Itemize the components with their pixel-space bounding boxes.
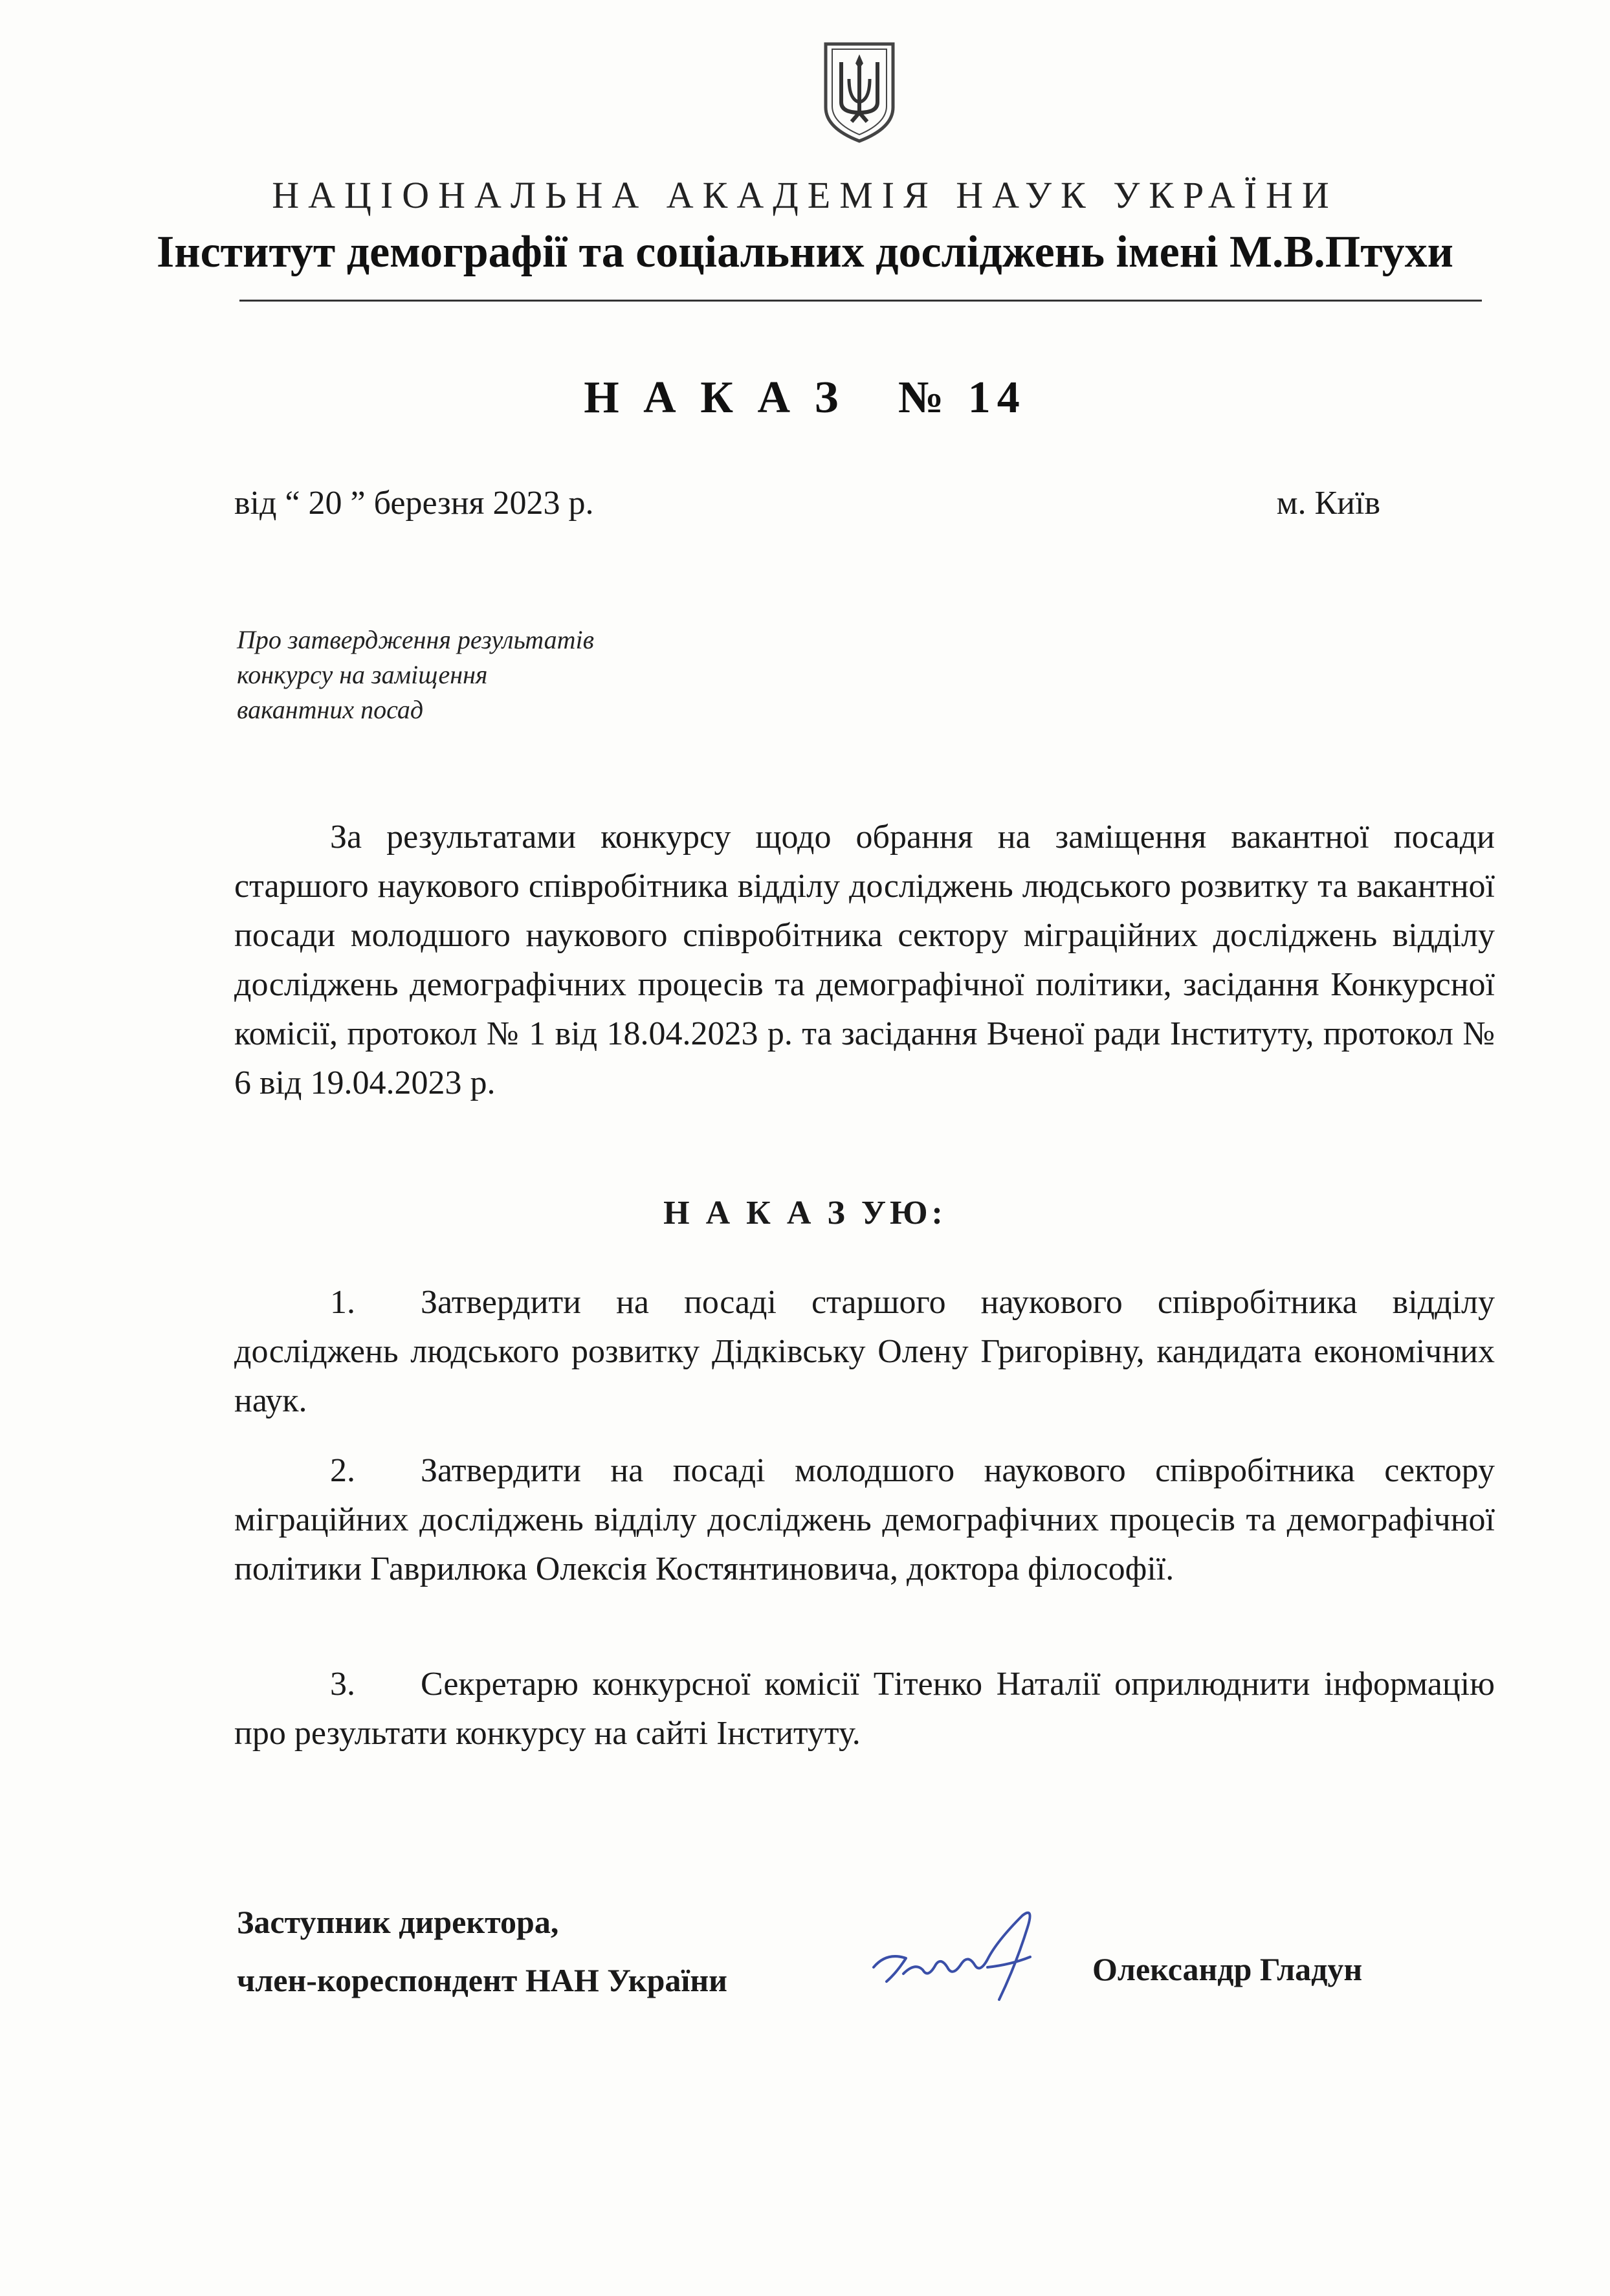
item-number: 1.	[330, 1284, 355, 1321]
handwritten-signature-icon	[861, 1903, 1068, 2013]
item-number: 3.	[330, 1666, 355, 1703]
item-text: Затвердити на посаді молодшого наукового співробітника сектору міграційних досліджень відділу досліджень демографічних процесів та демографічної політики Гаврилюка Олексія Костянтиновича, доктора філософії.	[234, 1452, 1495, 1587]
institute-name: Інститут демографії та соціальних досліджень імені М.В.Птухи	[157, 227, 1453, 277]
header-divider	[239, 300, 1482, 302]
position-line: Заступник директора,	[237, 1904, 559, 1940]
decree-item-1	[234, 1278, 1495, 1426]
subject-line: Про затвердження результатів	[237, 625, 595, 654]
trident-emblem-icon	[821, 40, 898, 144]
position-line: член-кореспондент НАН України	[237, 1962, 727, 1998]
signatory-name: Олександр Гладун	[1092, 1951, 1363, 1987]
order-date: від “ 20 ” березня 2023 р.	[234, 485, 594, 522]
order-subject	[237, 623, 594, 727]
decree-item-3	[234, 1660, 1495, 1758]
order-city: м. Київ	[1276, 485, 1380, 522]
item-number: 2.	[330, 1452, 355, 1489]
signatory-position	[237, 1893, 727, 2009]
subject-line: конкурсу на заміщення	[237, 660, 488, 689]
decree-item-2	[234, 1446, 1495, 1594]
item-text: Секретарю конкурсної комісії Тітенко Наталії оприлюднити інформацію про результати конкурсу на сайті Інституту.	[234, 1666, 1495, 1752]
preamble-paragraph: За результатами конкурсу щодо обрання на заміщення вакантної посади старшого наукового співробітника відділу досліджень людського розвитку та вакантної посади молодшого наукового співробітника сектору міграційних досліджень відділу досліджень демографічних процесів та демографічної політики, засідання Конкурсної комісії, протокол № 1 від 18.04.2023 р. та засідання Вченої ради Інституту, протокол № 6 від 19.04.2023 р.	[234, 819, 1495, 1101]
decree-heading: Н А К А З УЮ:	[663, 1195, 947, 1231]
order-title: Н А К А З № 14	[584, 373, 1026, 423]
subject-line: вакантних посад	[237, 695, 424, 724]
academy-name: НАЦІОНАЛЬНА АКАДЕМІЯ НАУК УКРАЇНИ	[272, 174, 1338, 216]
item-text: Затвердити на посаді старшого наукового співробітника відділу досліджень людського розвитку Дідківську Олену Григорівну, кандидата економічних наук.	[234, 1284, 1495, 1419]
